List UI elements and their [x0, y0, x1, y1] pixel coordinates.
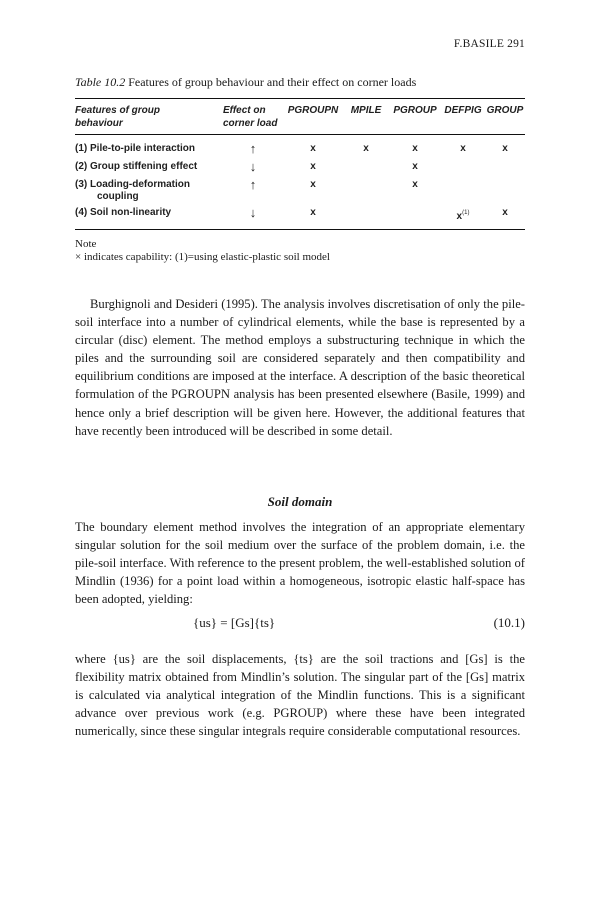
capability-mark	[343, 179, 389, 207]
paragraph	[75, 518, 525, 608]
capability-mark	[343, 161, 389, 179]
section-heading: Soil domain	[267, 494, 333, 509]
capability-mark: x	[502, 207, 508, 218]
equation-number: (10.1)	[493, 615, 525, 630]
capability-mark	[485, 161, 525, 179]
note-label: Note	[75, 238, 97, 250]
paragraph	[75, 295, 525, 440]
feature-cell: (4) Soil non-linearity	[75, 207, 172, 218]
feature-cell: (1) Pile-to-pile interaction	[75, 143, 196, 154]
header-program: DEFPIG	[444, 105, 482, 116]
capability-mark: x	[310, 161, 316, 172]
feature-cell: (3) Loading-deformation coupling	[75, 179, 190, 202]
capability-mark: x	[310, 207, 316, 218]
capability-mark: x	[412, 161, 418, 172]
table-caption-text: Features of group behaviour and their effect on corner loads	[128, 75, 417, 89]
table-row	[75, 135, 525, 161]
table-row	[75, 179, 525, 207]
equation-expression: {us} = [Gs]{ts}	[193, 615, 276, 630]
header-program: GROUP	[486, 105, 524, 116]
table-caption	[75, 75, 525, 90]
features-table	[75, 98, 525, 230]
capability-mark	[441, 179, 485, 207]
capability-mark: x	[310, 143, 316, 154]
note-text: × indicates capability: (1)=using elastic-plastic soil model	[75, 251, 330, 263]
capability-mark	[441, 161, 485, 179]
capability-mark: x	[412, 143, 418, 154]
effect-arrow-icon: ↓	[249, 159, 257, 174]
header-effect: Effect on corner load	[223, 105, 278, 129]
effect-arrow-icon: ↓	[249, 205, 257, 220]
header-program: MPILE	[350, 105, 382, 116]
capability-mark	[343, 207, 389, 229]
table-header-row	[75, 99, 525, 134]
capability-mark: x	[412, 179, 418, 190]
table-row	[75, 207, 525, 229]
table-bottom-rule	[75, 229, 525, 230]
paragraph	[75, 650, 525, 740]
paragraph-text: The boundary element method involves the integration of an appropriate elementary singular solution for the soil medium over the surface of the problem domain, i.e. the pile-soil interface. With reference to the present problem, the well-established solution of Mindlin (1936) for a point load within a homogeneous, isotropic elastic half-space has been adopted, yielding:	[75, 520, 525, 607]
capability-mark: x	[363, 143, 369, 154]
capability-mark	[485, 179, 525, 207]
footnote-marker: (1)	[462, 210, 470, 216]
capability-mark: x	[460, 143, 466, 154]
table-row	[75, 161, 525, 179]
running-head: F.BASILE 291	[453, 38, 525, 50]
header-features: Features of group behaviour	[75, 105, 161, 129]
header-program: PGROUPN	[287, 105, 339, 116]
table-note	[75, 238, 525, 264]
table-label: Table 10.2	[75, 75, 126, 89]
capability-mark: x	[502, 143, 508, 154]
capability-mark: x$^{(1)}$	[456, 210, 470, 222]
capability-mark: x	[310, 179, 316, 190]
equation	[75, 615, 525, 635]
header-program: PGROUP	[393, 105, 437, 116]
effect-arrow-icon: ↑	[249, 141, 257, 156]
effect-arrow-icon: ↑	[249, 177, 257, 192]
feature-cell: (2) Group stiffening effect	[75, 161, 198, 172]
capability-mark	[389, 207, 441, 229]
paragraph-text: Burghignoli and Desideri (1995). The analysis involves discretisation of only the pile-soil interface into a number of cylindrical elements, while the base is represented by a circular (disc) element. The method employs a substructuring technique in which the piles and the surrounding soil are considered separately and then compatibility and equilibrium conditions are imposed at the interface. A description of the basic theoretical formulation of the PGROUPN analysis has been presented elsewhere (Basile, 1999) and hence only a brief description will be given here. However, the additional features that have recently been introduced will be described in some detail.	[75, 297, 525, 438]
paragraph-text: where {us} are the soil displacements, {ts} are the soil tractions and [Gs] is the flexibility matrix obtained from Mindlin’s solution. The singular part of the [Gs] matrix is calculated via analytical integration of the Mindlin functions. This is a significant advance over previous work (e.g. PGROUP) where these have been integrated numerically, since these singular integrals require considerable computational resources.	[75, 652, 525, 739]
